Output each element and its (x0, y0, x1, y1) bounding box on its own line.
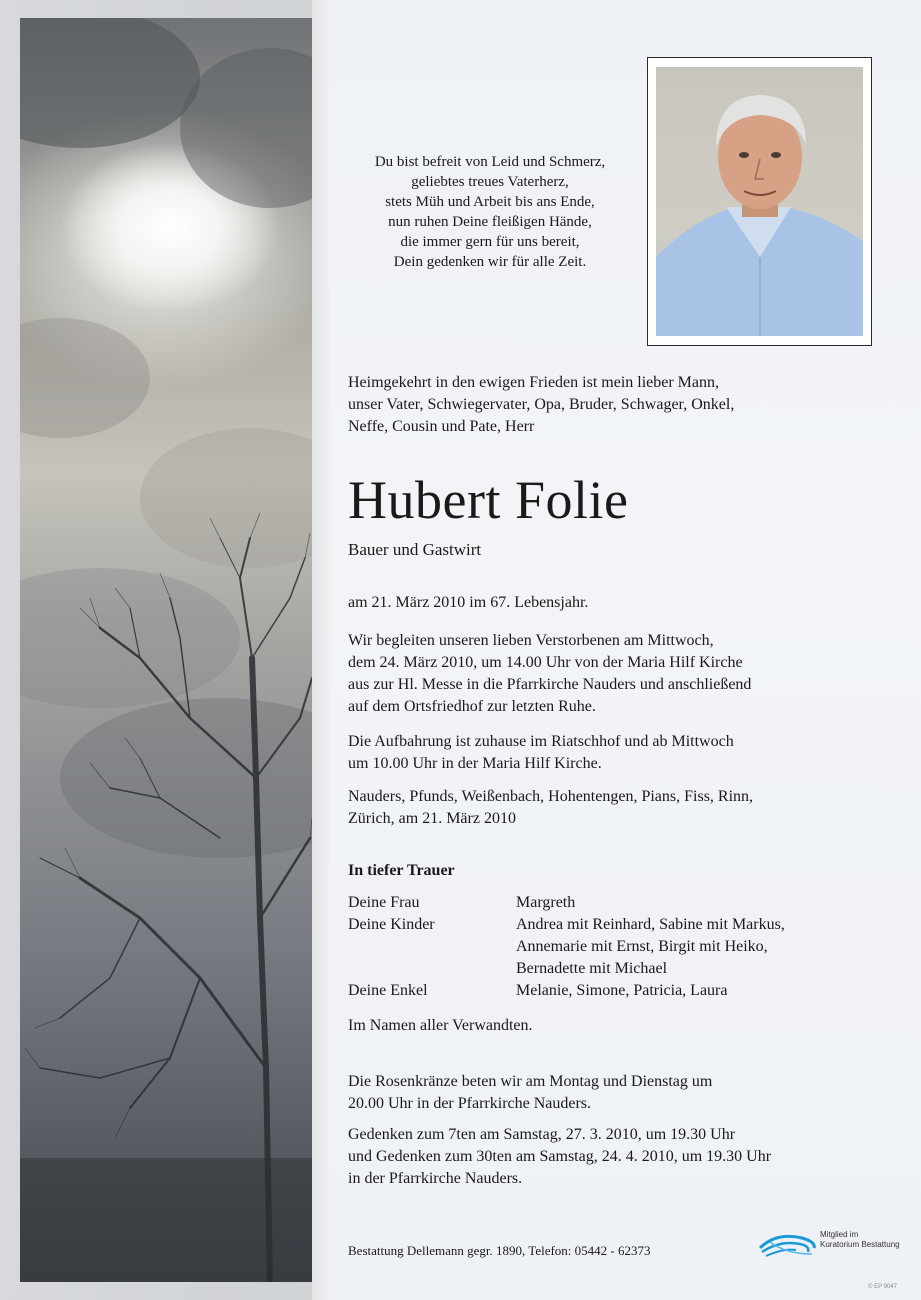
kuratorium-logo (756, 1226, 900, 1262)
poem-line: Du bist befreit von Leid und Schmerz, (374, 154, 606, 170)
death-line: am 21. März 2010 im 67. Lebensjahr. (348, 594, 589, 611)
funeral-line: auf dem Ortsfriedhof zur letzten Ruhe. (348, 698, 596, 715)
family-value (516, 914, 785, 980)
sky-tree-photo (20, 18, 312, 1282)
family-row (348, 892, 785, 914)
portrait-photo (656, 67, 863, 336)
rosary-line: Die Rosenkränze beten wir am Montag und Dienstag um (348, 1073, 713, 1090)
poem-line: Dein gedenken wir für alle Zeit. (393, 254, 587, 270)
viewing-line: um 10.00 Uhr in der Maria Hilf Kirche. (348, 755, 602, 772)
poem-line: die immer gern für uns bereit, (400, 234, 580, 250)
viewing-info (348, 731, 888, 775)
place-date (348, 786, 888, 830)
place-date-line: Nauders, Pfunds, Weißenbach, Hohentengen, Pians, Fiss, Rinn, (348, 788, 754, 805)
funeral-line: aus zur Hl. Messe in die Pfarrkirche Nauders und anschließend (348, 676, 752, 693)
poem-line: geliebtes treues Vaterherz, (411, 174, 569, 190)
family-value-line: Bernadette mit Michael (516, 960, 668, 977)
family-label: Deine Enkel (348, 982, 428, 999)
logo-text-line: Kuratorium Bestattung (820, 1240, 900, 1249)
family-value-line: Annemarie mit Ernst, Birgit mit Heiko, (516, 938, 768, 955)
document-code: © EP 9047 (868, 1284, 897, 1290)
deceased-profession: Bauer und Gastwirt (348, 540, 482, 559)
place-date-line: Zürich, am 21. März 2010 (348, 810, 516, 827)
logo-text-line: Mitglied im (820, 1230, 859, 1239)
side-panel-edge (312, 0, 330, 1300)
family-label: Deine Frau (348, 894, 420, 911)
funeral-line: Wir begleiten unseren lieben Verstorbenen am Mittwoch, (348, 632, 714, 649)
memorial-line: und Gedenken zum 30ten am Samstag, 24. 4. 2010, um 19.30 Uhr (348, 1148, 772, 1165)
intro-text (348, 372, 888, 438)
viewing-line: Die Aufbahrung ist zuhause im Riatschhof und ab Mittwoch (348, 733, 734, 750)
intro-line: Heimgekehrt in den ewigen Frieden ist mein lieber Mann, (348, 374, 720, 391)
funeral-line: dem 24. März 2010, um 14.00 Uhr von der Maria Hilf Kirche (348, 654, 743, 671)
family-row (348, 914, 785, 980)
relatives-closing (348, 1015, 888, 1037)
deceased-name: Hubert Folie (348, 470, 629, 530)
poem (330, 152, 650, 272)
intro-line: unser Vater, Schwiegervater, Opa, Bruder, Schwager, Onkel, (348, 396, 735, 413)
portrait-frame (647, 57, 872, 346)
poem-line: stets Müh und Arbeit bis ans Ende, (385, 194, 595, 210)
logo-text (820, 1230, 900, 1250)
rosary-info (348, 1071, 888, 1115)
memorial-line: Gedenken zum 7ten am Samstag, 27. 3. 2010, um 19.30 Uhr (348, 1126, 736, 1143)
family-value-line: Melanie, Simone, Patricia, Laura (516, 982, 728, 999)
family-value-line: Margreth (516, 894, 576, 911)
intro-line: Neffe, Cousin und Pate, Herr (348, 418, 535, 435)
swirl-logo-icon (756, 1226, 820, 1262)
closing-line: Im Namen aller Verwandten. (348, 1017, 533, 1034)
memorial-line: in der Pfarrkirche Nauders. (348, 1170, 523, 1187)
memorial-info (348, 1124, 888, 1190)
mourning-heading (348, 860, 888, 882)
family-value-line: Andrea mit Reinhard, Sabine mit Markus, (516, 916, 785, 933)
rosary-line: 20.00 Uhr in der Pfarrkirche Nauders. (348, 1095, 592, 1112)
family-label: Deine Kinder (348, 916, 435, 933)
family-value (516, 980, 727, 1002)
death-date (348, 592, 888, 614)
mourning-heading-text: In tiefer Trauer (348, 862, 455, 879)
family-list (348, 892, 785, 1002)
poem-line: nun ruhen Deine fleißigen Hände, (388, 214, 592, 230)
family-value (516, 892, 575, 914)
undertaker-footer: Bestattung Dellemann gegr. 1890, Telefon: 05442 - 62373 (348, 1243, 651, 1258)
family-row (348, 980, 785, 1002)
funeral-info (348, 630, 888, 718)
tree-silhouette-image (20, 18, 312, 1282)
